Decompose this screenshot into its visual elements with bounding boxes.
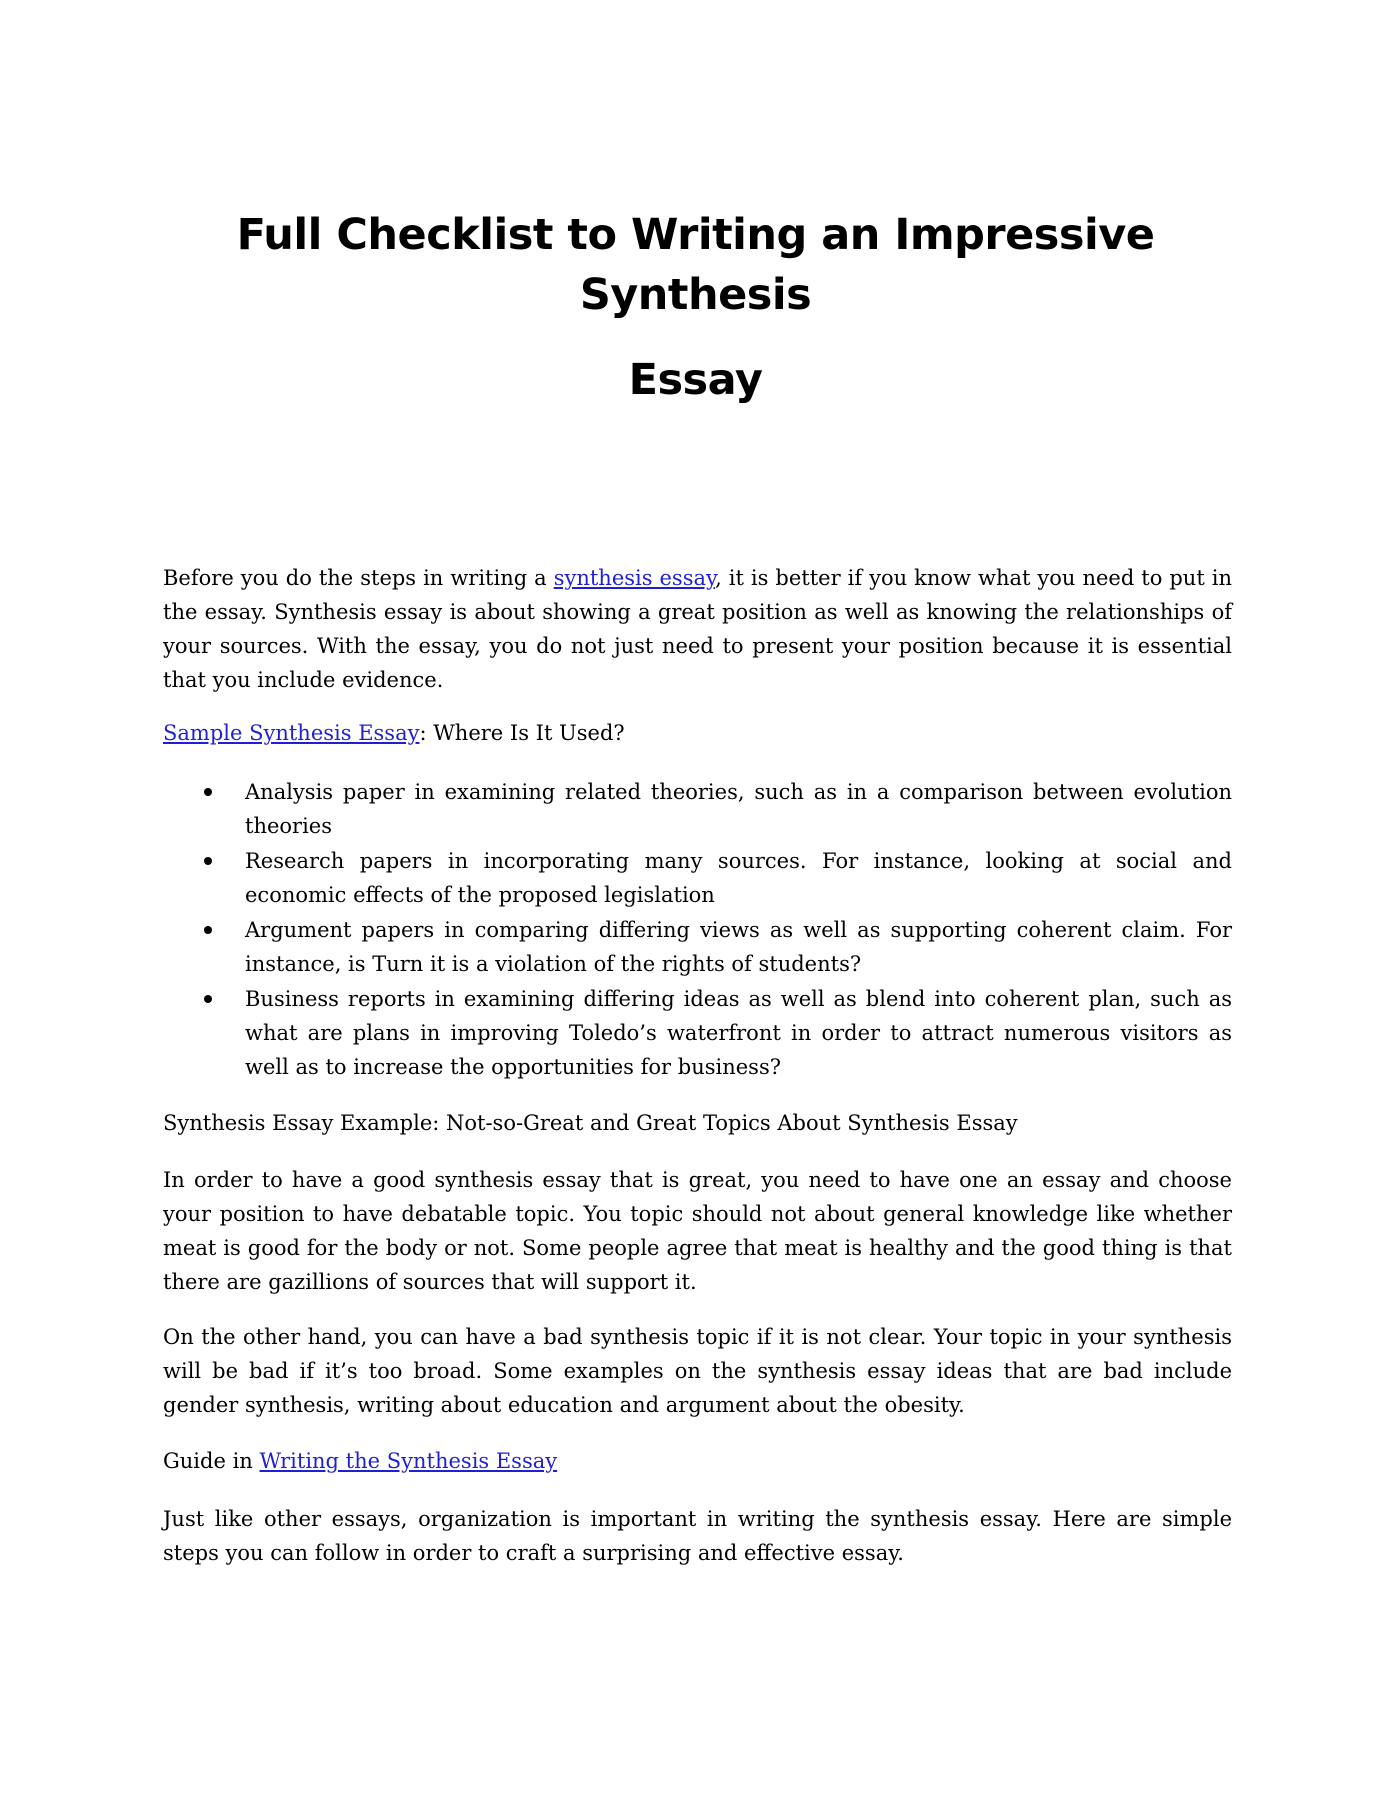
writing-synthesis-essay-link[interactable]: Writing the Synthesis Essay xyxy=(259,1449,558,1473)
list-item-text: Argument papers in comparing differing views as well as supporting coherent claim. For instance, is Turn it is a violation of the rights of students? xyxy=(245,918,1232,976)
list-item xyxy=(163,775,1232,843)
list-item-text: Research papers in incorporating many sources. For instance, looking at social and economic effects of the proposed legislation xyxy=(245,849,1232,907)
bullet-icon xyxy=(204,926,212,934)
bad-topic-paragraph: On the other hand, you can have a bad synthesis topic if it is not clear. Your topic in your synthesis will be bad if it’s too broad. Some examples on the synthesis essay ideas that are bad include gender synthesis, writing about education and argument about the obesity. xyxy=(163,1325,1232,1417)
sample-synthesis-essay-link[interactable]: Sample Synthesis Essay xyxy=(163,721,420,745)
intro-text-after-link: , it is better if you know what you need to put in the essay. Synthesis essay is about showing a great position as well as knowing the relationships of your sources. With the essay, you do not just need to present your position because it is essential that you include evidence. xyxy=(163,566,1232,692)
list-item-text: Business reports in examining differing ideas as well as blend into coherent plan, such as what are plans in improving Toledo’s waterfront in order to attract numerous visitors as well as to increase the opportunities for business? xyxy=(245,987,1232,1079)
bullet-icon xyxy=(204,788,212,796)
intro-text-before-link: Before you do the steps in writing a xyxy=(163,566,554,590)
page-title-line-1: Full Checklist to Writing an Impressive Synthesis xyxy=(236,210,1155,320)
guide-heading-text: Guide in xyxy=(163,1449,260,1473)
topics-heading-paragraph: Synthesis Essay Example: Not-so-Great and Great Topics About Synthesis Essay xyxy=(163,1111,1018,1135)
page-title-line-2: Essay xyxy=(628,355,763,405)
uses-bullet-list xyxy=(163,775,1232,1085)
intro-paragraph xyxy=(163,561,1232,697)
bullet-icon xyxy=(204,857,212,865)
synthesis-essay-link[interactable]: synthesis essay xyxy=(553,566,716,590)
guide-heading-paragraph xyxy=(163,1444,1232,1478)
list-item xyxy=(163,982,1232,1084)
sample-heading-text: : Where Is It Used? xyxy=(419,721,625,745)
bullet-icon xyxy=(204,995,212,1003)
list-item-text: Analysis paper in examining related theories, such as in a comparison between evolution theories xyxy=(245,780,1232,838)
good-topic-paragraph: In order to have a good synthesis essay that is great, you need to have one an essay and choose your position to have debatable topic. You topic should not about general knowledge like whether meat is good for the body or not. Some people agree that meat is healthy and the good thing is that there are gazillions of sources that will support it. xyxy=(163,1168,1232,1294)
list-item xyxy=(163,913,1232,981)
list-item xyxy=(163,844,1232,912)
organization-paragraph: Just like other essays, organization is important in writing the synthesis essay. Here are simple steps you can follow in order to craft a surprising and effective essay. xyxy=(163,1507,1232,1565)
sample-heading-paragraph xyxy=(163,716,1232,750)
